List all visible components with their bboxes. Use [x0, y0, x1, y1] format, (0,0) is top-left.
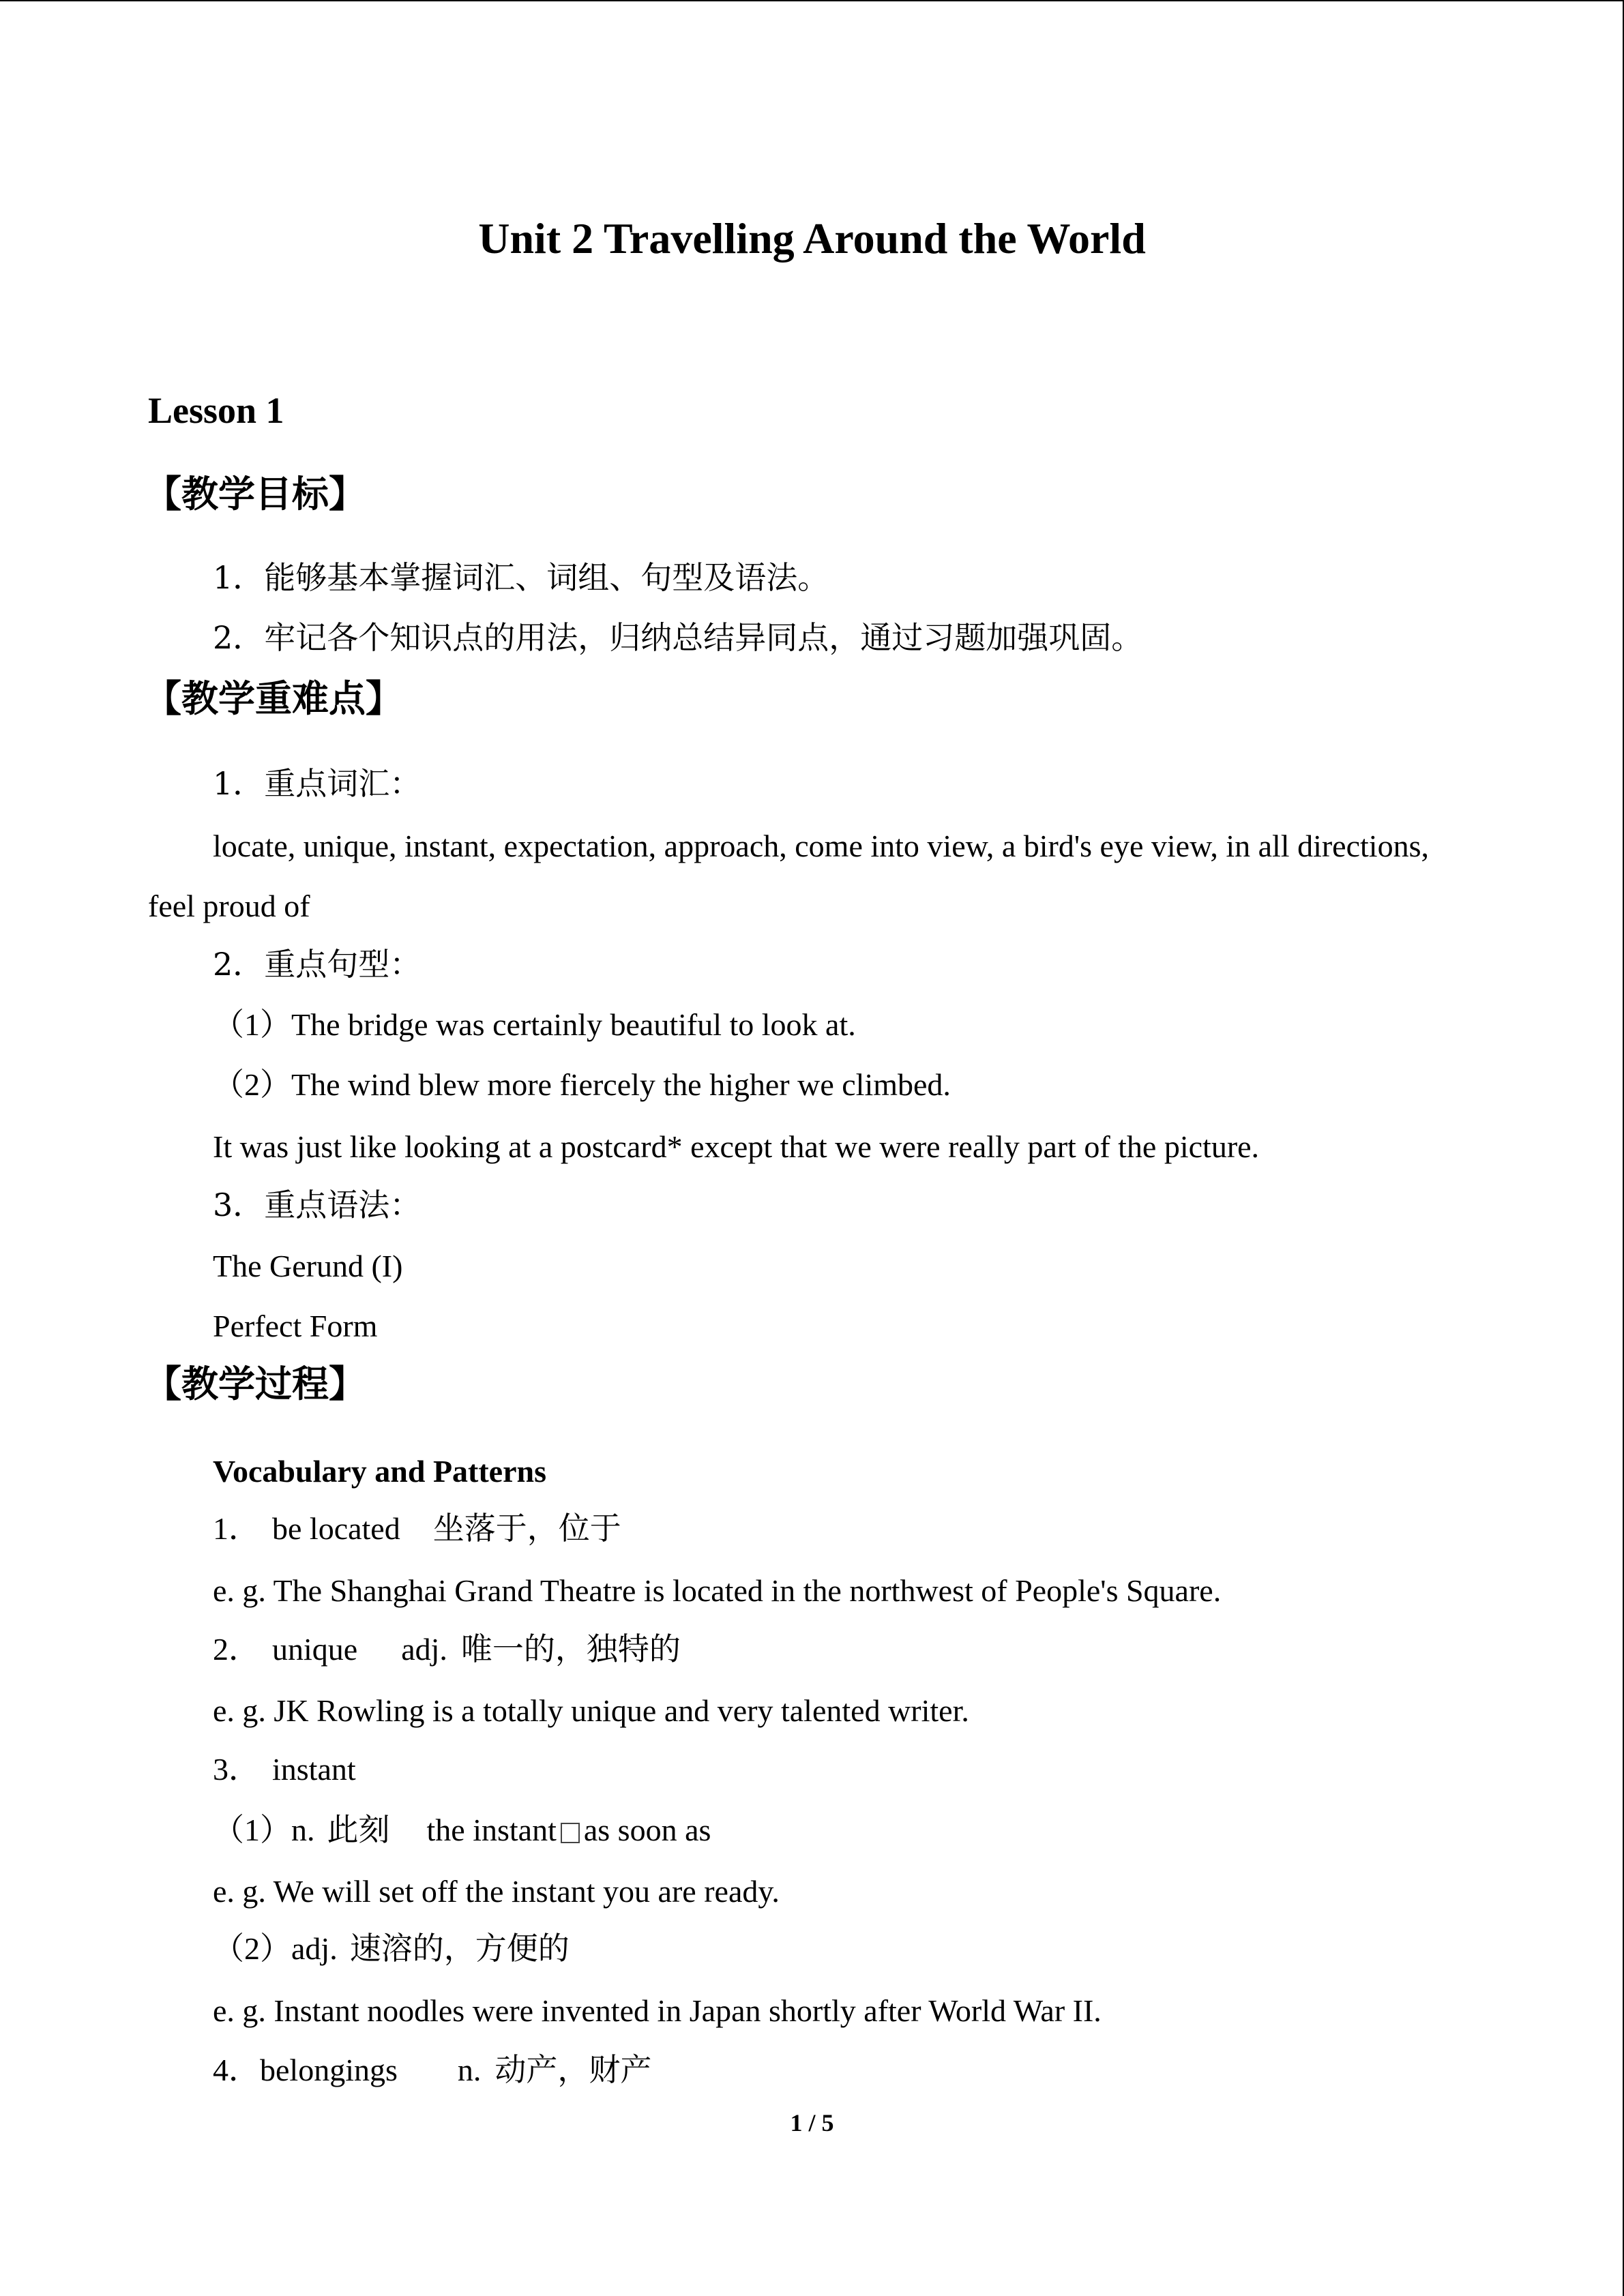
vocab-item-4 — [213, 2051, 652, 2088]
item-number: 2． — [213, 1632, 260, 1667]
section-objectives-heading: 【教学目标】 — [145, 473, 366, 516]
page-title: Unit 2 Travelling Around the World — [478, 214, 1146, 263]
item-word: belongings — [260, 2053, 398, 2087]
item-number: 4． — [213, 2053, 260, 2087]
vocab-list-line-1: locate, unique, instant, expectation, approach, come into view, a bird's eye view, in all directions, — [213, 829, 1429, 863]
vocab-item-3-sense-2 — [213, 1930, 570, 1967]
vocab-item-1 — [213, 1512, 621, 1545]
item-number: 3． — [213, 1752, 260, 1787]
section-process-heading: 【教学过程】 — [145, 1362, 366, 1405]
vocab-item-2 — [213, 1630, 681, 1667]
item-number: 1． — [213, 1511, 260, 1546]
section-key-points-heading: 【教学重难点】 — [145, 677, 402, 720]
vocab-item-3 — [213, 1754, 356, 1785]
vocab-item-2-example: e. g. JK Rowling is a totally unique and very talented writer. — [213, 1693, 969, 1728]
lesson-heading: Lesson 1 — [148, 390, 284, 431]
item-meaning: 动产，财产 — [494, 2051, 652, 2088]
item-pos: adj. — [401, 1632, 447, 1667]
item-pos: n. — [457, 2053, 482, 2087]
pattern-3: It was just like looking at a postcard* except that we were really part of the picture. — [213, 1129, 1260, 1164]
objective-2: 2．牢记各个知识点的用法，归纳总结异同点，通过习题加强巩固。 — [213, 619, 1143, 656]
grammar-1: The Gerund (I) — [213, 1249, 403, 1283]
vocab-item-3-sense-1 — [213, 1811, 711, 1848]
page-number: 1 / 5 — [790, 2109, 834, 2136]
equivalence-box-icon — [561, 1823, 580, 1843]
item-meaning: 坐落于，位于 — [432, 1510, 621, 1547]
vocab-patterns-subheading: Vocabulary and Patterns — [213, 1454, 546, 1489]
sense-meaning: 速溶的，方便的 — [349, 1930, 570, 1967]
sense-phrase: the instant — [426, 1813, 557, 1847]
objective-1: 1．能够基本掌握词汇、词组、句型及语法。 — [213, 559, 829, 596]
sense-label: （2）adj. — [213, 1931, 338, 1966]
grammar-2: Perfect Form — [213, 1309, 378, 1343]
sense-equivalent: as soon as — [583, 1813, 711, 1847]
pattern-2: （2）The wind blew more fiercely the higher we climbed. — [213, 1067, 951, 1102]
item-word: unique — [272, 1632, 358, 1667]
sense-label: （1）n. — [213, 1813, 315, 1847]
vocab-item-1-example: e. g. The Shanghai Grand Theatre is located in the northwest of People's Square. — [213, 1573, 1222, 1608]
patterns-heading: 2．重点句型： — [213, 946, 422, 983]
vocab-list-line-2: feel proud of — [148, 889, 310, 923]
sense-meaning: 此刻 — [327, 1811, 390, 1848]
vocab-item-3-sense-1-example: e. g. We will set off the instant you are ready. — [213, 1874, 780, 1909]
item-meaning: 唯一的，独特的 — [460, 1630, 681, 1667]
grammar-heading: 3．重点语法： — [213, 1187, 422, 1223]
vocab-item-3-sense-2-example: e. g. Instant noodles were invented in Japan shortly after World War II. — [213, 1993, 1102, 2028]
pattern-1: （1）The bridge was certainly beautiful to look at. — [213, 1007, 856, 1042]
item-word: be located — [272, 1511, 400, 1546]
item-word: instant — [272, 1752, 356, 1787]
vocab-heading: 1．重点词汇： — [213, 765, 422, 802]
